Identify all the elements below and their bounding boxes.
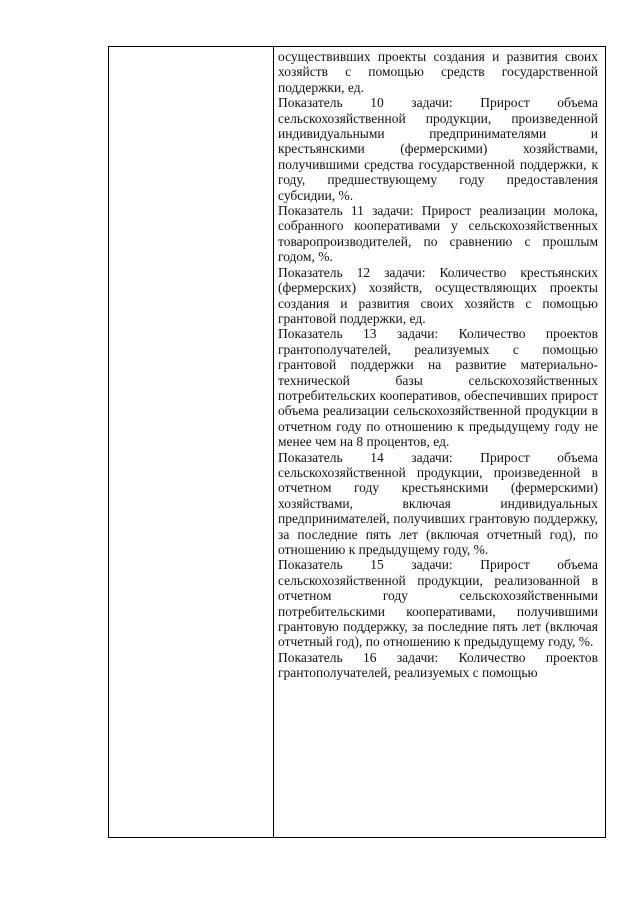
paragraph-indicator-16: Показатель 16 задачи: Количество проектов грантополучателей, реализуемых с помощью xyxy=(278,649,598,681)
paragraph-indicator-15: Показатель 15 задачи: Прирост объема сельскохозяйственной продукции, реализованной в отчетном году сельскохозяйственными потребительскими кооперативами, получившими грантовую поддержку, за последние пять лет (включая отчетный год), по отношению к предыдущему году, %. xyxy=(278,557,598,650)
paragraph-indicator-12: Показатель 12 задачи: Количество крестьянских (фермерских) хозяйств, осуществляющих проекты создания и развития своих хозяйств с помощью грантовой поддержки, ед. xyxy=(278,264,598,326)
table-right-column xyxy=(278,49,598,681)
table-left-column xyxy=(109,47,274,837)
paragraph-indicator-13: Показатель 13 задачи: Количество проектов грантополучателей, реализуемых с помощью грантовой поддержки на развитие материально-технической базы сельскохозяйственных потребительских кооперативов, обеспечивших прирост объема реализации сельскохозяйственной продукции в отчетном году по отношению к предыдущему году не менее чем на 8 процентов, ед. xyxy=(278,326,598,450)
paragraph-continuation: осуществивших проекты создания и развития своих хозяйств с помощью средств государственной поддержки, ед. xyxy=(278,49,598,95)
paragraph-indicator-14: Показатель 14 задачи: Прирост объема сельскохозяйственной продукции, произведенной в отчетном году крестьянскими (фермерскими) хозяйствами, включая индивидуальных предпринимателей, получивших грантовую поддержку, за последние пять лет (включая отчетный год), по отношению к предыдущему году, %. xyxy=(278,449,598,557)
paragraph-indicator-10: Показатель 10 задачи: Прирост объема сельскохозяйственной продукции, произведенной индивидуальными предпринимателями и крестьянскими (фермерскими) хозяйствами, получившими средства государственной поддержки, к году, предшествующему году предоставления субсидии, %. xyxy=(278,95,598,203)
table-frame xyxy=(108,46,606,838)
paragraph-indicator-11: Показатель 11 задачи: Прирост реализации молока, собранного кооперативами у сельскохозяйственных товаропроизводителей, по сравнению с прошлым годом, %. xyxy=(278,203,598,265)
